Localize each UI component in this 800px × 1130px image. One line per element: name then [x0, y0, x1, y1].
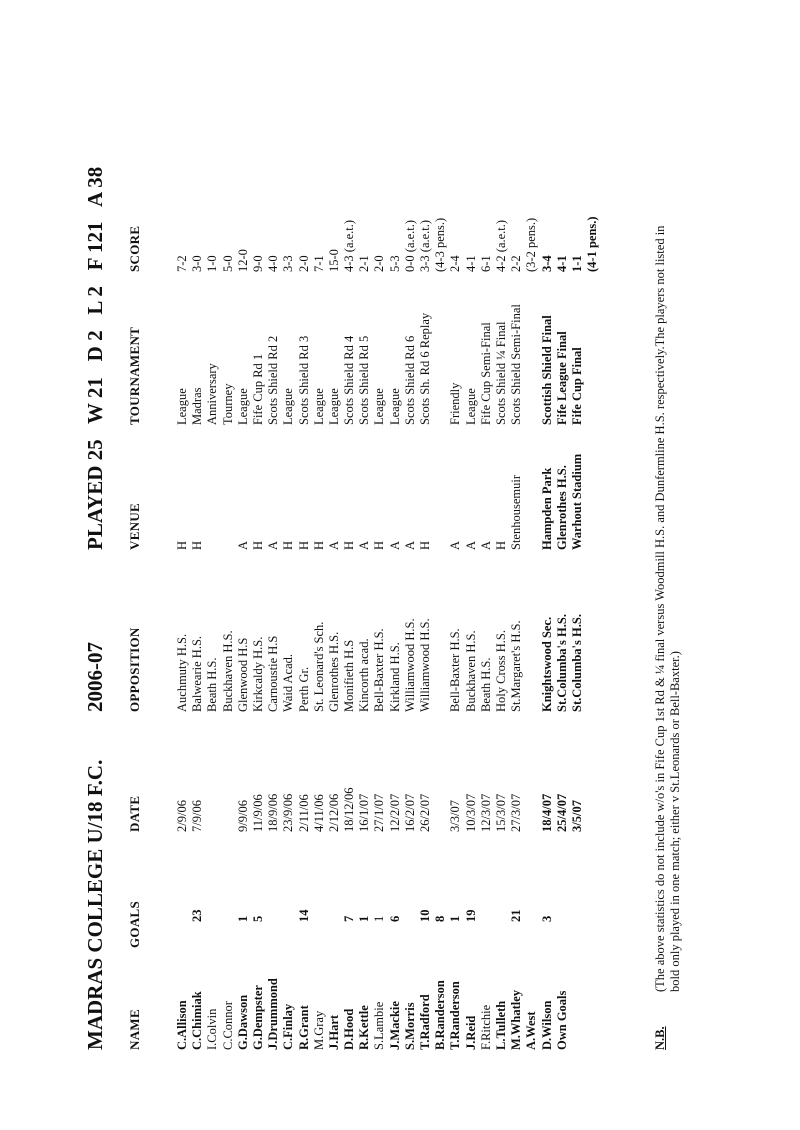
match-venue: Warhout Stadium	[569, 453, 584, 550]
match-opposition: Bell-Baxter H.S.	[372, 628, 387, 712]
match-date: 3/5/07	[569, 800, 584, 832]
player-name: R.Kettle	[357, 1005, 372, 1050]
footnote-label: N.B.	[653, 1026, 667, 1050]
player-name: C.Chimiak	[190, 991, 205, 1050]
match-score: 4-1	[463, 255, 478, 272]
title-row	[83, 150, 117, 1050]
match-score: (4-1 pens.)	[585, 216, 600, 272]
player-name: G.Dawson	[235, 994, 250, 1050]
player-goals: 19	[463, 909, 478, 922]
player-goals	[266, 910, 281, 923]
match-score: 7-1	[311, 255, 326, 272]
match-score: 1-1	[569, 255, 584, 272]
tournament-column	[175, 304, 600, 425]
match-tournament: League	[463, 388, 478, 425]
player-name: C.Allison	[175, 1000, 189, 1050]
match-tournament: Scots Shield Rd 4	[342, 335, 357, 425]
match-score: 4-1	[554, 255, 569, 272]
match-opposition: Auchmuty H.S.	[175, 633, 189, 712]
match-score: 2-2	[509, 255, 524, 272]
player-name: I.Colvin	[205, 1008, 220, 1050]
match-date: 2/12/06	[326, 793, 341, 832]
footnote-text: (The above statistics do not include w/o's in Fife Cup 1st Rd & ¼ final versus Woodmill H.S. and Dunfermline H.S. respectively.The players not listed in bold only played in one match; either v St.Leonards or Bell-Baxter.)	[653, 225, 682, 992]
player-name: R.Grant	[296, 1005, 311, 1050]
match-venue: A	[478, 540, 493, 550]
match-date: 11/9/06	[250, 794, 265, 832]
player-name: S.Morris	[402, 1002, 417, 1050]
match-score: (4-3 pens.)	[433, 217, 448, 272]
match-opposition: Kirkland H.S.	[387, 642, 402, 712]
match-venue: A	[402, 540, 417, 550]
match-opposition: Kincorth acad.	[357, 638, 372, 712]
match-opposition: Carnoustie H.S	[266, 635, 281, 712]
match-opposition: Perth Gr.	[296, 666, 311, 712]
match-score: 2-0	[296, 255, 311, 272]
match-venue: Hampden Park	[539, 467, 554, 550]
match-score: 4-3 (a.e.t.)	[342, 219, 357, 272]
player-name: C.Finlay	[281, 1003, 296, 1050]
match-date	[221, 788, 236, 832]
match-score: 0-0 (a.e.t.)	[402, 219, 417, 272]
match-date: 18/9/06	[266, 793, 281, 832]
player-goals: 8	[433, 915, 448, 922]
match-tournament: Scots Shield Rd 3	[296, 335, 311, 425]
match-score: 3-3 (a.e.t.)	[418, 219, 432, 272]
match-score: 2-1	[357, 255, 372, 272]
match-date: 15/3/07	[493, 793, 508, 832]
match-date: 4/11/06	[311, 794, 326, 832]
match-venue: H	[342, 540, 357, 550]
match-venue: H	[190, 540, 205, 550]
player-name: F.Ritchie	[478, 1004, 493, 1050]
match-tournament: Scots Shield Rd 5	[357, 335, 372, 425]
column-headers	[127, 150, 151, 1050]
results-sheet	[75, 150, 695, 1050]
match-venue	[524, 454, 539, 550]
player-goals: 14	[296, 909, 311, 922]
school-title: MADRAS COLLEGE U/18 F.C.	[83, 759, 107, 1050]
match-tournament: Fife Cup Semi-Final	[478, 322, 493, 425]
match-venue	[205, 454, 220, 550]
match-opposition	[524, 614, 539, 712]
match-opposition: Buckhaven H.S.	[463, 630, 478, 712]
match-date: 2/11/06	[296, 794, 311, 832]
match-opposition: Balwearie H.S.	[190, 635, 205, 712]
match-venue: A	[235, 540, 250, 550]
player-name: D.Wilson	[539, 1000, 554, 1050]
match-score: 2-4	[448, 255, 463, 272]
goals-column	[175, 910, 570, 923]
match-venue	[221, 454, 236, 550]
player-goals: 5	[250, 915, 265, 922]
header-date: DATE	[127, 795, 142, 832]
match-score: 4-2 (a.e.t.)	[493, 219, 508, 272]
match-venue: H	[493, 540, 508, 550]
match-tournament: Fife League Final	[554, 331, 569, 425]
player-goals	[221, 910, 236, 923]
match-opposition	[433, 614, 448, 712]
player-goals: 3	[539, 915, 554, 922]
match-tournament: Madras	[190, 387, 205, 425]
match-venue: A	[326, 540, 341, 550]
match-venue: A	[357, 540, 372, 550]
dates-column	[175, 788, 600, 832]
match-opposition: Williamwood H.S.	[402, 618, 417, 712]
match-venue: H	[250, 540, 265, 550]
match-tournament: League	[281, 388, 296, 425]
match-venue: A	[448, 540, 463, 550]
player-name: J.Mackie	[387, 1001, 402, 1050]
player-goals	[312, 910, 327, 923]
player-name: C.Connor	[220, 1001, 235, 1050]
match-date	[205, 788, 220, 832]
player-name: A.West	[524, 1011, 539, 1050]
player-goals	[494, 910, 509, 923]
player-goals	[479, 910, 494, 923]
match-opposition: St.Margaret's H.S.	[509, 620, 524, 712]
match-tournament: League	[326, 388, 341, 425]
player-name: T.Radford	[418, 994, 432, 1050]
match-opposition: Monifieth H.S	[342, 639, 357, 712]
match-opposition: Kirkcaldy H.S.	[250, 636, 265, 712]
match-score: 1-0	[205, 255, 220, 272]
names-column	[175, 978, 570, 1050]
match-venue: H	[281, 540, 296, 550]
match-tournament: Anniversary	[205, 363, 220, 425]
player-goals	[175, 910, 190, 923]
match-date: 18/12/06	[342, 787, 357, 832]
player-name: G.Dempster	[250, 985, 265, 1050]
match-opposition: Glenrothes H.S.	[326, 631, 341, 712]
player-name: J.Hart	[326, 1014, 341, 1050]
player-name: M.Gray	[311, 1010, 326, 1050]
match-tournament: Tourney	[220, 383, 235, 425]
match-date: 25/4/07	[554, 793, 569, 832]
match-tournament	[433, 304, 448, 425]
match-venue: H	[296, 540, 311, 550]
match-score: 5-3	[387, 255, 402, 272]
match-tournament: Scots Shield Semi-Final	[509, 304, 524, 425]
match-date: 23/9/06	[281, 793, 296, 832]
match-date: 27/1/07	[372, 793, 387, 832]
match-date: 26/2/07	[418, 793, 432, 832]
match-tournament: Scots Sh. Rd 6 Replay	[418, 312, 432, 425]
header-name: NAME	[127, 1009, 142, 1050]
player-goals: 1	[357, 915, 372, 922]
match-score: (3-2 pens.)	[524, 217, 539, 272]
match-score: 3-4	[539, 255, 554, 272]
match-score: 4-0	[266, 255, 281, 272]
match-date: 12/2/07	[387, 793, 402, 832]
match-date	[585, 788, 600, 832]
match-venue: A	[266, 540, 281, 550]
player-name: S.Lambie	[372, 1001, 387, 1050]
match-date: 12/3/07	[478, 793, 493, 832]
match-venue: Glenrothes H.S.	[554, 465, 569, 550]
match-date: 27/3/07	[509, 793, 524, 832]
match-venue	[585, 454, 600, 550]
player-goals: 1	[372, 915, 387, 922]
match-score: 15-0	[326, 249, 341, 272]
match-date	[524, 788, 539, 832]
match-opposition: Bell-Baxter H.S.	[448, 628, 463, 712]
player-goals	[205, 910, 220, 923]
match-date: 3/3/07	[448, 800, 463, 832]
match-score: 6-1	[478, 255, 493, 272]
match-tournament	[524, 304, 539, 425]
match-score: 7-2	[175, 255, 189, 272]
match-score: 5-0	[220, 255, 235, 272]
player-goals: 7	[342, 915, 357, 922]
player-name: J.Reid	[463, 1015, 478, 1050]
match-tournament: Fife Cup Final	[569, 347, 584, 425]
match-venue: H	[372, 540, 387, 550]
match-opposition: St.Columba's H.S.	[554, 614, 569, 712]
header-venue: VENUE	[127, 502, 142, 550]
match-score: 9-0	[250, 255, 265, 272]
match-tournament	[585, 304, 600, 425]
match-date: 16/1/07	[357, 793, 372, 832]
match-tournament: Friendly	[448, 382, 463, 425]
player-name: Own Goals	[554, 990, 569, 1050]
match-date: 2/9/06	[175, 800, 189, 832]
match-score: 12-0	[235, 249, 250, 272]
player-goals: 6	[387, 915, 402, 922]
season-title: 2006-07	[83, 642, 107, 712]
player-goals: 1	[235, 915, 250, 922]
match-date	[433, 788, 448, 832]
match-tournament: League	[387, 388, 402, 425]
venue-column	[175, 454, 600, 550]
match-opposition: Williamwood H.S.	[418, 618, 432, 712]
match-venue: H	[311, 540, 326, 550]
opposition-column	[175, 614, 600, 712]
header-goals: GOALS	[127, 900, 142, 948]
match-venue: Stenhousemuir	[509, 475, 524, 550]
player-goals	[281, 910, 296, 923]
player-goals	[327, 910, 342, 923]
match-opposition: Beath H.S.	[205, 657, 220, 712]
player-goals	[555, 910, 570, 923]
match-tournament: Scots Shield Rd 6	[402, 335, 417, 425]
player-goals: 1	[448, 915, 463, 922]
score-column	[175, 216, 600, 272]
match-opposition	[585, 614, 600, 712]
match-venue: A	[463, 540, 478, 550]
player-name: L.Tulleth	[493, 1000, 508, 1050]
match-date: 18/4/07	[539, 793, 554, 832]
match-venue	[433, 454, 448, 550]
player-name: T.Randerson	[448, 981, 463, 1050]
match-opposition: St.Columba's H.S.	[569, 614, 584, 712]
player-goals	[524, 910, 539, 923]
match-tournament: Scots Shield Rd 2	[266, 335, 281, 425]
player-goals: 10	[418, 909, 432, 922]
match-date: 9/9/06	[235, 800, 250, 832]
match-tournament: Scottish Shield Final	[539, 315, 554, 425]
header-opposition: OPPOSITION	[127, 627, 142, 712]
match-opposition: Glenwood H.S	[235, 637, 250, 712]
match-date: 16/2/07	[402, 793, 417, 832]
match-venue: A	[387, 540, 402, 550]
match-opposition: Holy Cross H.S.	[493, 630, 508, 712]
match-opposition: Beath H.S.	[478, 657, 493, 712]
match-tournament: League	[175, 388, 189, 425]
header-score: SCORE	[127, 225, 142, 272]
season-summary: PLAYED 25 W 21 D 2 L 2 F 121 A 38	[83, 166, 107, 550]
player-goals: 23	[190, 909, 205, 922]
match-score: 2-0	[372, 255, 387, 272]
match-tournament: League	[372, 388, 387, 425]
match-opposition: Buckhaven H.S.	[220, 630, 235, 712]
match-opposition: Waid Acad.	[281, 653, 296, 712]
match-score: 3-3	[281, 255, 296, 272]
player-goals: 21	[509, 909, 524, 922]
match-tournament: League	[235, 388, 250, 425]
match-venue: H	[418, 540, 432, 550]
match-date: 7/9/06	[190, 800, 205, 832]
player-name: D.Hood	[342, 1008, 357, 1050]
match-opposition: St. Leonard's Sch.	[311, 621, 326, 712]
header-tournament: TOURNAMENT	[127, 326, 142, 425]
match-venue: H	[175, 540, 189, 550]
player-name: M.Whatley	[509, 989, 524, 1050]
player-goals	[403, 910, 418, 923]
match-date: 10/3/07	[463, 793, 478, 832]
match-tournament: Fife Cup Rd 1	[250, 353, 265, 425]
match-tournament: Scots Shield ¼ Final	[493, 321, 508, 425]
player-name: B.Randerson	[433, 980, 448, 1050]
match-score: 3-0	[190, 255, 205, 272]
match-tournament: League	[311, 388, 326, 425]
player-name: J.Drummond	[266, 978, 281, 1050]
match-opposition: Knightswood Sec.	[539, 616, 554, 712]
